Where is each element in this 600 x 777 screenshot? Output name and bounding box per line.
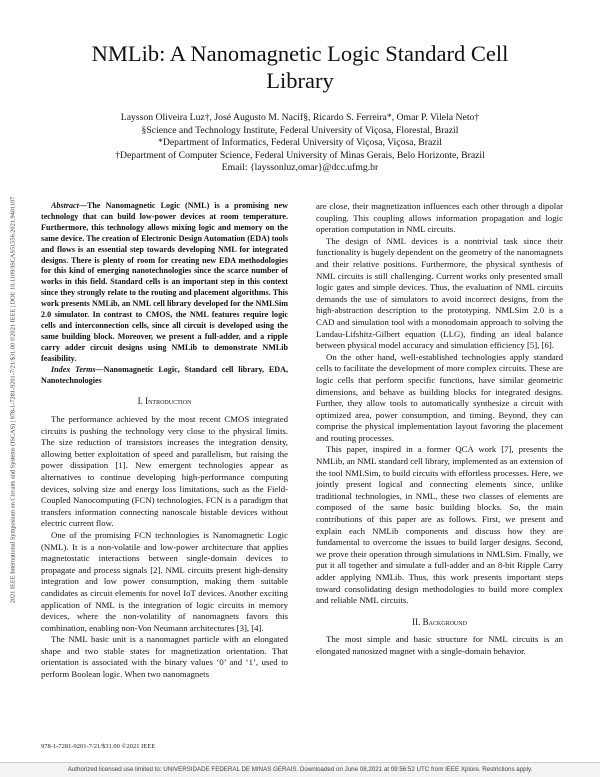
index-terms-text: —Nanomagnetic Logic, Standard cell library, EDA, Nanotechnologies xyxy=(41,364,289,385)
paragraph: The design of NML devices is a nontrivial task since their functionality is hugely dependent on the geometry of the nanomagnets and their relative positions. Furthermore, the physical synthesis of NML circuits is still challenging. Current works only presented small logic gates and simple devices. Thus, the evaluation of NML circuits demands the use of simulators to avoid incorrect designs, from the high-abstraction description to the prototyping. NMLSim 2.0 is a CAD and simulation tool with a monodomain approach to solving the Landau-Lifshitz-Gilbert equation (LLG), finding an ideal balance between physical model accuracy and simulation efficiency [5], [6]. xyxy=(316,235,563,351)
abstract-label: Abstract xyxy=(51,201,79,210)
license-footer: Authorized licensed use limited to: UNIVERSIDADE FEDERAL DE MINAS GERAIS. Downloaded on June 08,2021 at 09:56:52 UTC from IEEE Xplore. Restrictions apply. xyxy=(0,762,600,777)
author-email: Email: {layssonluz,omar}@dcc.ufmg.br xyxy=(221,162,379,173)
abstract-text: —The Nanomagnetic Logic (NML) is a promising new technology that can build low-power devices at room temperature. Furthermore, this technology allows mixing logic and memory on the same device. The creation of Electronic Design Automation (EDA) tools and flows is an essential step towards developing NML for integrated designs. There is plenty of room for creating new EDA methodologies for this kind of emerging nanotechnologies since the scarce number of works in this field. Standard cells is an important step in this context since they strongly relate to the routing and placement algorithms. This work presents NMLib, an NML cell library developed for the NMLSim 2.0 simulator. In contrast to CMOS, the NML features require logic cells and interconnection cells, since all circuit is developed using the same building block. Moreover, we present a full-adder, and a ripple carry adder circuit designs using NMLib to demonstrate NMLib feasibility. xyxy=(41,201,288,363)
doi-sidebar-text: 2021 IEEE International Symposium on Circuits and Systems (ISCAS) | 978-1-7281-9201-7/21/$31.00 ©2021 IEEE | DOI: 10.1109/ISCAS51556.2021.9401107 xyxy=(9,196,17,604)
author-names: Laysson Oliveira Luz†, José Augusto M. Nacif§, Ricardo S. Ferreira*, Omar P. Vilela Neto† xyxy=(120,112,480,123)
right-column xyxy=(316,201,563,658)
paragraph: are close, their magnetization influences each other through a dipolar coupling. This coupling allows information propagation and logic operation computation in NML circuits. xyxy=(316,201,563,235)
section-heading-introduction: I. Introduction xyxy=(137,396,192,407)
affiliation-1: §Science and Technology Institute, Federal University of Viçosa, Florestal, Brazil xyxy=(141,124,459,136)
paragraph: This paper, inspired in a former QCA work [7], presents the NMLib, an NML standard cell library, implemented as an extension of the tool NMLSim, to build circuits with effortless processes. Here, we jointly present logical and connecting elements since, unlike traditional technologies, in NML, these two classes of elements are composed of the same basic building blocks. So, the main contributions of this paper are as follows. First, we present and explain each NMLib components and discuss how they are fundamental to overcome the issues to build larger designs. Second, we prove their operation through simulations in NMLSim. Finally, we put it all together and simulate a full-adder and an 8-bit Ripple Carry adder applying NMLib. Thus, this work presents important steps toward consolidating design methodologies to build more complex and reliable NML circuits. xyxy=(316,444,563,606)
paragraph: One of the promising FCN technologies is Nanomagnetic Logic (NML). It is a non-volatile and low-power architecture that applies magnetostatic interactions between single-domain devices to propagate and process signals [2]. NML circuits present high-density integration and low power consumption, making them suitable candidates as circuit elements for novel IoT devices. Another exciting application of NML is the integration of logic circuits in memory devices, where the non-volatility of nanomagnets favors this combination, enabling non-Von Neumann architectures [3], [4]. xyxy=(41,529,288,633)
paper-title: NMLib: A Nanomagnetic Logic Standard Cell Library xyxy=(91,41,509,93)
paragraph: On the other hand, well-established technologies apply standard cells to facilitate the development of more complex circuits. These are logic cells that perform specific functions, have similar geometric dimensions, and behave as building blocks for integrated designs. Further, they allow tools to automatically synthesize a circuit with optimized area, power consumption, and timing. Beyond, they can comprise the physical implementation layout favoring the placement and routing processes. xyxy=(316,351,563,443)
paragraph: The most simple and basic structure for NML circuits is an elongated nanosized magnet with a single-domain behavior. xyxy=(316,634,563,656)
author-block xyxy=(40,112,560,175)
doi-sidebar xyxy=(4,140,22,660)
index-terms-label: Index Terms xyxy=(51,364,96,374)
section-heading-background: II. Background xyxy=(412,616,467,627)
paragraph: The performance achieved by the most recent CMOS integrated circuits is pushing the technology very close to the physical limits. The size reduction of transistors increases the integration density, allowing better exploitation of speed and parallelism, but raising the power dissipation [1]. New emergent technologies appear as alternatives to continue developing high-performance computing devices, solving size and energy loss limitations, such as the Field-Coupled Nanocomputing (FCN) technologies. FCN is a paradigm that transfers information connecting nanoscale bistable devices without electric current flow. xyxy=(41,414,288,529)
affiliation-3: †Department of Computer Science, Federal University of Minas Gerais, Belo Horizonte, Brazil xyxy=(115,149,485,161)
left-column xyxy=(41,201,288,681)
index-terms xyxy=(41,365,288,387)
abstract xyxy=(41,201,288,365)
isbn-footer: 978-1-7281-9201-7/21/$31.00 ©2021 IEEE xyxy=(41,743,156,750)
paragraph: The NML basic unit is a nanomagnet particle with an elongated shape and two stable states for magnetization orientation. That orientation is associated with the binary values ‘0’ and ‘1’, used to perform Boolean logic. When two nanomagnets xyxy=(41,634,288,680)
affiliation-2: *Department of Informatics, Federal University of Viçosa, Viçosa, Brazil xyxy=(158,137,442,148)
